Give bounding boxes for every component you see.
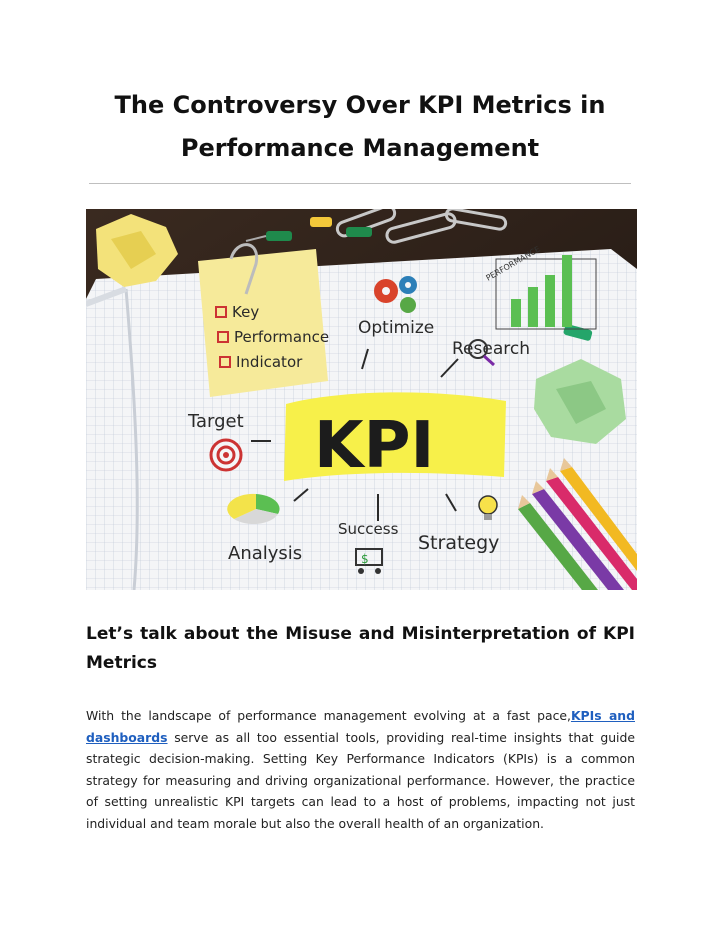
target-icon xyxy=(211,440,241,470)
pie-chart-icon xyxy=(227,494,279,524)
label-analysis: Analysis xyxy=(228,543,303,564)
sticky-note xyxy=(198,245,329,397)
body-paragraph xyxy=(86,705,635,835)
label-optimize: Optimize xyxy=(358,318,435,338)
kpi-highlight xyxy=(284,392,506,483)
label-kpi: KPI xyxy=(314,409,435,483)
title-line-1: The Controversy Over KPI Metrics in xyxy=(114,91,606,119)
title-divider xyxy=(89,183,631,184)
page-title xyxy=(60,84,660,170)
label-strategy: Strategy xyxy=(418,532,500,554)
section-heading: Let’s talk about the Misuse and Misinterpretation of KPI Metrics xyxy=(86,624,635,673)
label-target: Target xyxy=(188,411,244,432)
kpi-illustration xyxy=(86,209,637,590)
label-research: Research xyxy=(452,339,530,359)
title-line-2: Performance Management xyxy=(180,134,540,162)
note-text-key: Key xyxy=(232,303,260,321)
note-text-indicator: Indicator xyxy=(236,353,303,371)
paragraph-body: serve as all too essential tools, providing real-time insights that guide strategic decision-making. Setting Key Performance Indicators (KPIs) is a common strategy for measuring and driving organizational performance. However, the practice of setting unrealistic KPI targets can lead to a host of problems, impacting not just individual and team morale but also the overall health of an organization. xyxy=(86,729,635,831)
kpis-dashboards-link[interactable]: KPIs and dashboards xyxy=(86,708,635,745)
label-performance: PERFORMANCE xyxy=(484,244,542,283)
note-text-performance: Performance xyxy=(234,328,330,346)
paragraph-intro: With the landscape of performance management evolving at a fast pace, xyxy=(86,708,571,723)
svg-text:$: $ xyxy=(361,552,369,566)
label-success: Success xyxy=(338,520,399,538)
